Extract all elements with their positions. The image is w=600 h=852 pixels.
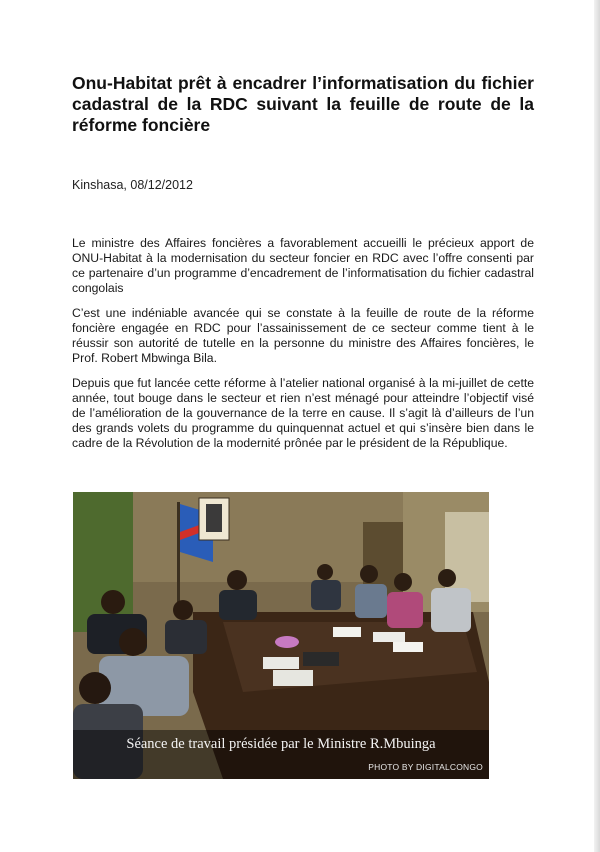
article-paragraph: C’est une indéniable avancée qui se constate à la feuille de route de la réforme foncière engagée en RDC pour l’assainissement de ce secteur comme tient à le réussir son autorité de tutelle en la personne du ministre des Affaires foncières, le Prof. Robert Mbwinga Bila. [72, 306, 534, 365]
photo-credit: PHOTO BY DIGITALCONGO [368, 762, 483, 772]
article-paragraph: Depuis que fut lancée cette réforme à l’atelier national organisé à la mi-juillet de cette année, tout bouge dans le secteur et rien n’est ménagé pour atteindre l’objectif visé de l’amélioration de la gouvernance de la terre en cause. Il s’agit là d’ailleurs de l’un des grands volets du programme du quinquennat actuel et qui s’insère bien dans le cadre de la Révolution de la modernité prônée par le président de la République. [72, 376, 534, 450]
article-dateline: Kinshasa, 08/12/2012 [72, 178, 193, 192]
page-edge [594, 0, 600, 852]
photo-caption: Séance de travail présidée par le Ministre R.Mbuinga [126, 736, 436, 752]
article-title: Onu-Habitat prêt à encadrer l’informatisation du fichier cadastral de la RDC suivant la feuille de route de la réforme foncière [72, 73, 534, 135]
article-paragraph: Le ministre des Affaires foncières a favorablement accueilli le précieux apport de ONU-Habitat à la modernisation du secteur foncier en RDC avec l’offre consenti par ce partenaire d’un programme d’encadrement de l’informatisation du fichier cadastral congolais [72, 236, 534, 295]
meeting-photo [73, 492, 489, 779]
